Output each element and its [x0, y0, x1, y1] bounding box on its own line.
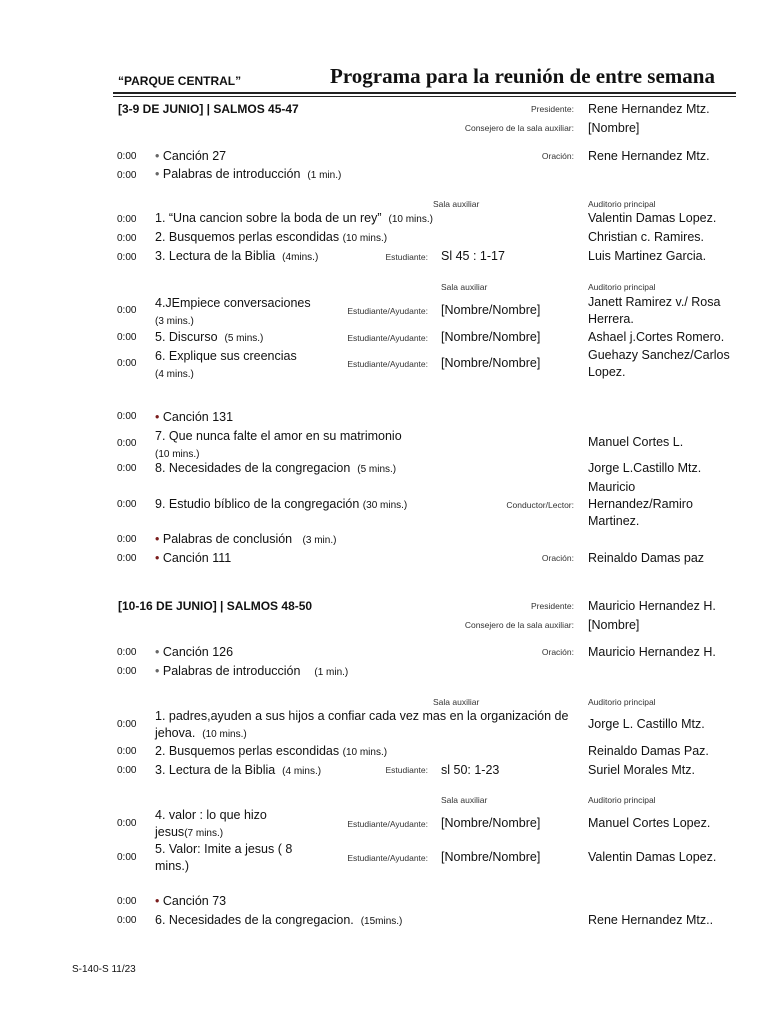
- item-label: 3. Lectura de la Biblia: [155, 249, 276, 263]
- duration: (1 min.): [314, 667, 349, 678]
- sala-auxiliar-header: Sala auxiliar: [441, 795, 488, 805]
- bullet-icon: •: [155, 532, 160, 546]
- item-label: 4.JEmpiece conversaciones: [155, 296, 311, 310]
- time: 0:00: [117, 746, 137, 757]
- item-label: 9. Estudio bíblico de la congregación: [155, 497, 360, 511]
- week1-part-5-main: Ashael j.Cortes Romero.: [588, 330, 725, 344]
- time: 0:00: [117, 332, 137, 343]
- week2-presidente: Mauricio Hernandez H.: [588, 599, 716, 613]
- time: 0:00: [117, 411, 137, 422]
- week1-cancion-final: [155, 551, 231, 565]
- estudiante-ayudante-label: Estudiante/Ayudante:: [347, 819, 428, 829]
- header-rule-thin: [113, 96, 736, 97]
- week1-part-5-aux: [Nombre/Nombre]: [441, 330, 541, 344]
- song-label: Canción 131: [162, 410, 234, 424]
- time: 0:00: [117, 852, 137, 863]
- week1-consejero: [Nombre]: [588, 121, 640, 135]
- time: 0:00: [117, 358, 137, 369]
- item-label: 3. Lectura de la Biblia: [155, 763, 276, 777]
- page-title: Programa para la reunión de entre semana: [330, 64, 715, 88]
- item-label: 8. Necesidades de la congregacion: [155, 461, 351, 475]
- duration: (10 mins.): [342, 233, 388, 244]
- week1-part-6-aux: [Nombre/Nombre]: [441, 356, 541, 370]
- item-label: 6. Explique sus creencias: [155, 349, 297, 363]
- bullet-icon: •: [155, 894, 160, 908]
- item-label: 4. valor : lo que hizo jesus: [155, 808, 267, 839]
- week2-part-6-main: Rene Hernandez Mtz..: [588, 913, 714, 927]
- congregation-name: “PARQUE CENTRAL”: [118, 74, 242, 88]
- oracion-label: Oración:: [541, 647, 574, 657]
- time: 0:00: [117, 214, 137, 225]
- week2-palabras-intro: [155, 664, 348, 678]
- form-code: S-140-S 11/23: [72, 964, 136, 975]
- time: 0:00: [117, 553, 137, 564]
- week1-conclusion: [155, 532, 336, 546]
- time: 0:00: [117, 765, 137, 776]
- week1-part-3-aux: Sl 45 : 1-17: [441, 249, 505, 263]
- week1-part-3-main: Luis Martinez Garcia.: [588, 249, 707, 263]
- week2-part-2-main: Reinaldo Damas Paz.: [588, 744, 709, 758]
- time: 0:00: [117, 818, 137, 829]
- time: 0:00: [117, 647, 137, 658]
- week2-part-5: 5. Valor: Imite a jesus ( 8 mins.): [155, 842, 293, 873]
- week1-part-9: [155, 497, 407, 511]
- item-label: Palabras de introducción: [162, 167, 301, 181]
- estudiante-ayudante-label: Estudiante/Ayudante:: [347, 359, 428, 369]
- week2-cancion-medio: [155, 894, 226, 908]
- week1-part-1-main: Valentin Damas Lopez.: [588, 211, 717, 225]
- sala-auxiliar-header: Sala auxiliar: [441, 282, 488, 292]
- week1-part-7-main: Manuel Cortes L.: [588, 435, 684, 449]
- week1-oracion-inicio: Rene Hernandez Mtz.: [588, 149, 710, 163]
- bullet-icon: •: [155, 410, 160, 424]
- estudiante-ayudante-label: Estudiante/Ayudante:: [347, 333, 428, 343]
- week2-cancion-inicio: [155, 645, 233, 659]
- week2-part-3-aux: sl 50: 1-23: [441, 763, 500, 777]
- duration: (1 min.): [307, 170, 342, 181]
- bullet-icon: •: [155, 551, 160, 565]
- sala-auxiliar-header: Sala auxiliar: [433, 199, 480, 209]
- time: 0:00: [117, 233, 137, 244]
- time: 0:00: [117, 463, 137, 474]
- song-label: Canción 73: [162, 894, 227, 908]
- duration: (3 mins.): [155, 316, 194, 327]
- estudiante-label: Estudiante:: [385, 765, 428, 775]
- week1-part-4-aux: [Nombre/Nombre]: [441, 303, 541, 317]
- duration: (3 min.): [302, 535, 337, 546]
- time: 0:00: [117, 305, 137, 316]
- bullet-icon: •: [155, 167, 160, 181]
- time: 0:00: [117, 499, 137, 510]
- auditorio-header: Auditorio principal: [588, 199, 656, 209]
- consejero-label: Consejero de la sala auxiliar:: [464, 123, 574, 133]
- presidente-label: Presidente:: [531, 601, 574, 611]
- item-label: 6. Necesidades de la congregacion.: [155, 913, 354, 927]
- week2-part-5-aux: [Nombre/Nombre]: [441, 850, 541, 864]
- week2-part-5-main: Valentin Damas Lopez.: [588, 850, 717, 864]
- presidente-label: Presidente:: [531, 104, 574, 114]
- week2-part-1: [155, 708, 570, 743]
- duration: (10 mins.): [342, 747, 388, 758]
- oracion-label: Oración:: [541, 151, 574, 161]
- time: 0:00: [117, 252, 137, 263]
- oracion-label: Oración:: [541, 553, 574, 563]
- duration: (15mins.): [360, 916, 403, 927]
- item-label: 5. Discurso: [155, 330, 218, 344]
- week2-part-4-main: Manuel Cortes Lopez.: [588, 816, 711, 830]
- auditorio-header: Auditorio principal: [588, 282, 656, 292]
- consejero-label: Consejero de la sala auxiliar:: [464, 620, 574, 630]
- week1-oracion-final: Reinaldo Damas paz: [588, 551, 705, 565]
- week1-part-8-main: Jorge L.Castillo Mtz.: [588, 461, 702, 475]
- week1-part-4-main: Janett Ramirez v./ Rosa Herrera.: [588, 295, 721, 326]
- estudiante-ayudante-label: Estudiante/Ayudante:: [347, 306, 428, 316]
- item-label: 2. Busquemos perlas escondidas: [155, 744, 340, 758]
- time: 0:00: [117, 719, 137, 730]
- duration: (30 mins.): [362, 500, 408, 511]
- duration: (10 mins.): [202, 729, 247, 740]
- week1-part-2: [155, 230, 387, 244]
- time: 0:00: [117, 666, 137, 677]
- duration: (5 mins.): [357, 464, 397, 475]
- bullet-icon: •: [155, 664, 160, 678]
- time: 0:00: [117, 915, 137, 926]
- item-label: Palabras de introducción: [162, 664, 301, 678]
- bullet-icon: •: [155, 645, 160, 659]
- song-label: Canción 126: [162, 645, 234, 659]
- week1-part-6-main: Guehazy Sanchez/Carlos Lopez.: [588, 348, 730, 379]
- time: 0:00: [117, 170, 137, 181]
- song-label: Canción 111: [162, 551, 232, 565]
- week1-part-7: [155, 428, 435, 463]
- week2-oracion-inicio: Mauricio Hernandez H.: [588, 645, 716, 659]
- week1-palabras-intro: [155, 167, 341, 181]
- header-rule: [113, 92, 736, 94]
- week2-part-3-main: Suriel Morales Mtz.: [588, 763, 695, 777]
- week1-part-2-main: Christian c. Ramires.: [588, 230, 704, 244]
- week2-part-4-aux: [Nombre/Nombre]: [441, 816, 541, 830]
- time: 0:00: [117, 438, 137, 449]
- bullet-icon: •: [155, 149, 160, 163]
- song-label: Canción 27: [162, 149, 227, 163]
- week2-consejero: [Nombre]: [588, 618, 640, 632]
- duration: (4mins.): [282, 252, 319, 263]
- item-label: 2. Busquemos perlas escondidas: [155, 230, 340, 244]
- week2-part-2: [155, 744, 387, 758]
- week1-part-8: [155, 461, 396, 475]
- estudiante-ayudante-label: Estudiante/Ayudante:: [347, 853, 428, 863]
- duration: (7 mins.): [184, 828, 224, 839]
- auditorio-header: Auditorio principal: [588, 697, 656, 707]
- week1-presidente: Rene Hernandez Mtz.: [588, 102, 710, 116]
- item-label: Palabras de conclusión: [162, 532, 293, 546]
- week1-part-1: [155, 211, 433, 225]
- item-label: 1. “Una cancion sobre la boda de un rey”: [155, 211, 382, 225]
- duration: (10 mins.): [155, 449, 200, 460]
- week1-cancion-medio: [155, 410, 233, 424]
- auditorio-header: Auditorio principal: [588, 795, 656, 805]
- duration: (4 mins.): [282, 766, 322, 777]
- time: 0:00: [117, 534, 137, 545]
- week2-part-6: [155, 913, 402, 927]
- duration: (5 mins.): [224, 333, 264, 344]
- time: 0:00: [117, 151, 137, 162]
- estudiante-label: Estudiante:: [385, 252, 428, 262]
- duration: (4 mins.): [155, 369, 194, 380]
- week2-part-1-main: Jorge L. Castillo Mtz.: [588, 717, 705, 731]
- week2-header: [10-16 DE JUNIO] | SALMOS 48-50: [118, 599, 313, 613]
- week1-part-9-main: Mauricio Hernandez/Ramiro Martinez.: [588, 480, 693, 528]
- item-label: 7. Que nunca falte el amor en su matrimonio: [155, 429, 402, 443]
- duration: (10 mins.): [388, 214, 433, 225]
- week1-cancion-inicio: [155, 149, 226, 163]
- time: 0:00: [117, 896, 137, 907]
- conductor-label: Conductor/Lector:: [506, 500, 574, 510]
- week1-header: [3-9 DE JUNIO] | SALMOS 45-47: [118, 102, 299, 116]
- item-label: 1. padres,ayuden a sus hijos a confiar cada vez mas en la organización de jehova.: [155, 709, 569, 740]
- sala-auxiliar-header: Sala auxiliar: [433, 697, 480, 707]
